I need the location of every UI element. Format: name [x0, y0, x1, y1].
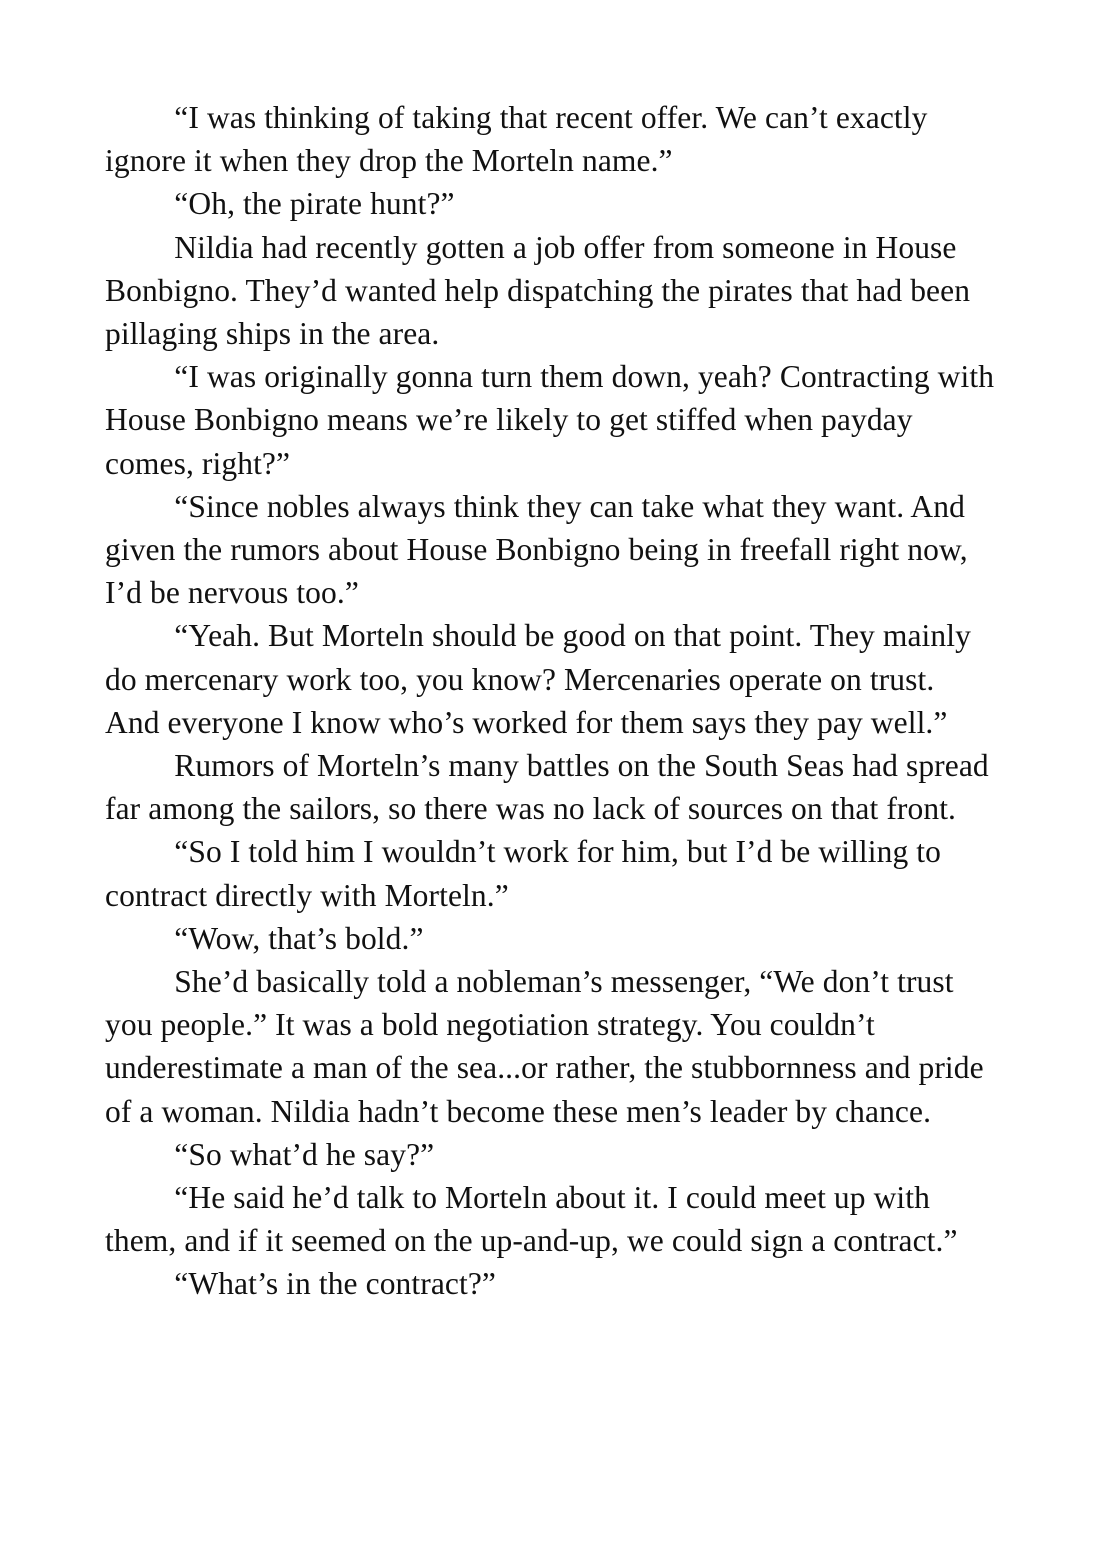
paragraph: “Wow, that’s bold.”	[174, 920, 424, 956]
paragraph: She’d basically told a nobleman’s messenger, “We don’t trust you people.” It was a bold negotiation strategy. You couldn’t underestimate a man of the sea...or rather, the stubbornness and pride of a woman. Nildia hadn’t become these men’s leader by chance.	[105, 964, 984, 1129]
paragraph: “So what’d he say?”	[174, 1136, 435, 1172]
paragraph: “I was originally gonna turn them down, yeah? Contracting with House Bonbigno means we’re likely to get stiffed when payday comes, right?”	[105, 359, 995, 481]
paragraph: Rumors of Morteln’s many battles on the South Seas had spread far among the sailors, so there was no lack of sources on that front.	[105, 748, 989, 827]
paragraph: “Oh, the pirate hunt?”	[174, 186, 455, 222]
paragraph: Nildia had recently gotten a job offer from someone in House Bonbigno. They’d wanted help dispatching the pirates that had been pillaging ships in the area.	[105, 229, 971, 352]
paragraph: “I was thinking of taking that recent offer. We can’t exactly ignore it when they drop the Morteln name.”	[105, 100, 928, 179]
paragraph: “So I told him I wouldn’t work for him, but I’d be willing to contract directly with Morteln.”	[105, 834, 941, 913]
paragraph: “He said he’d talk to Morteln about it. I could meet up with them, and if it seemed on the up-and-up, we could sign a contract.”	[105, 1180, 958, 1259]
paragraph: “Since nobles always think they can take what they want. And given the rumors about House Bonbigno being in freefall right now, I’d be nervous too.”	[105, 488, 968, 611]
paragraph: “Yeah. But Morteln should be good on that point. They mainly do mercenary work too, you know? Mercenaries operate on trust. And everyone I know who’s worked for them says they pay well.”	[105, 618, 971, 740]
page-body	[105, 96, 995, 1306]
paragraph: “What’s in the contract?”	[174, 1266, 497, 1302]
